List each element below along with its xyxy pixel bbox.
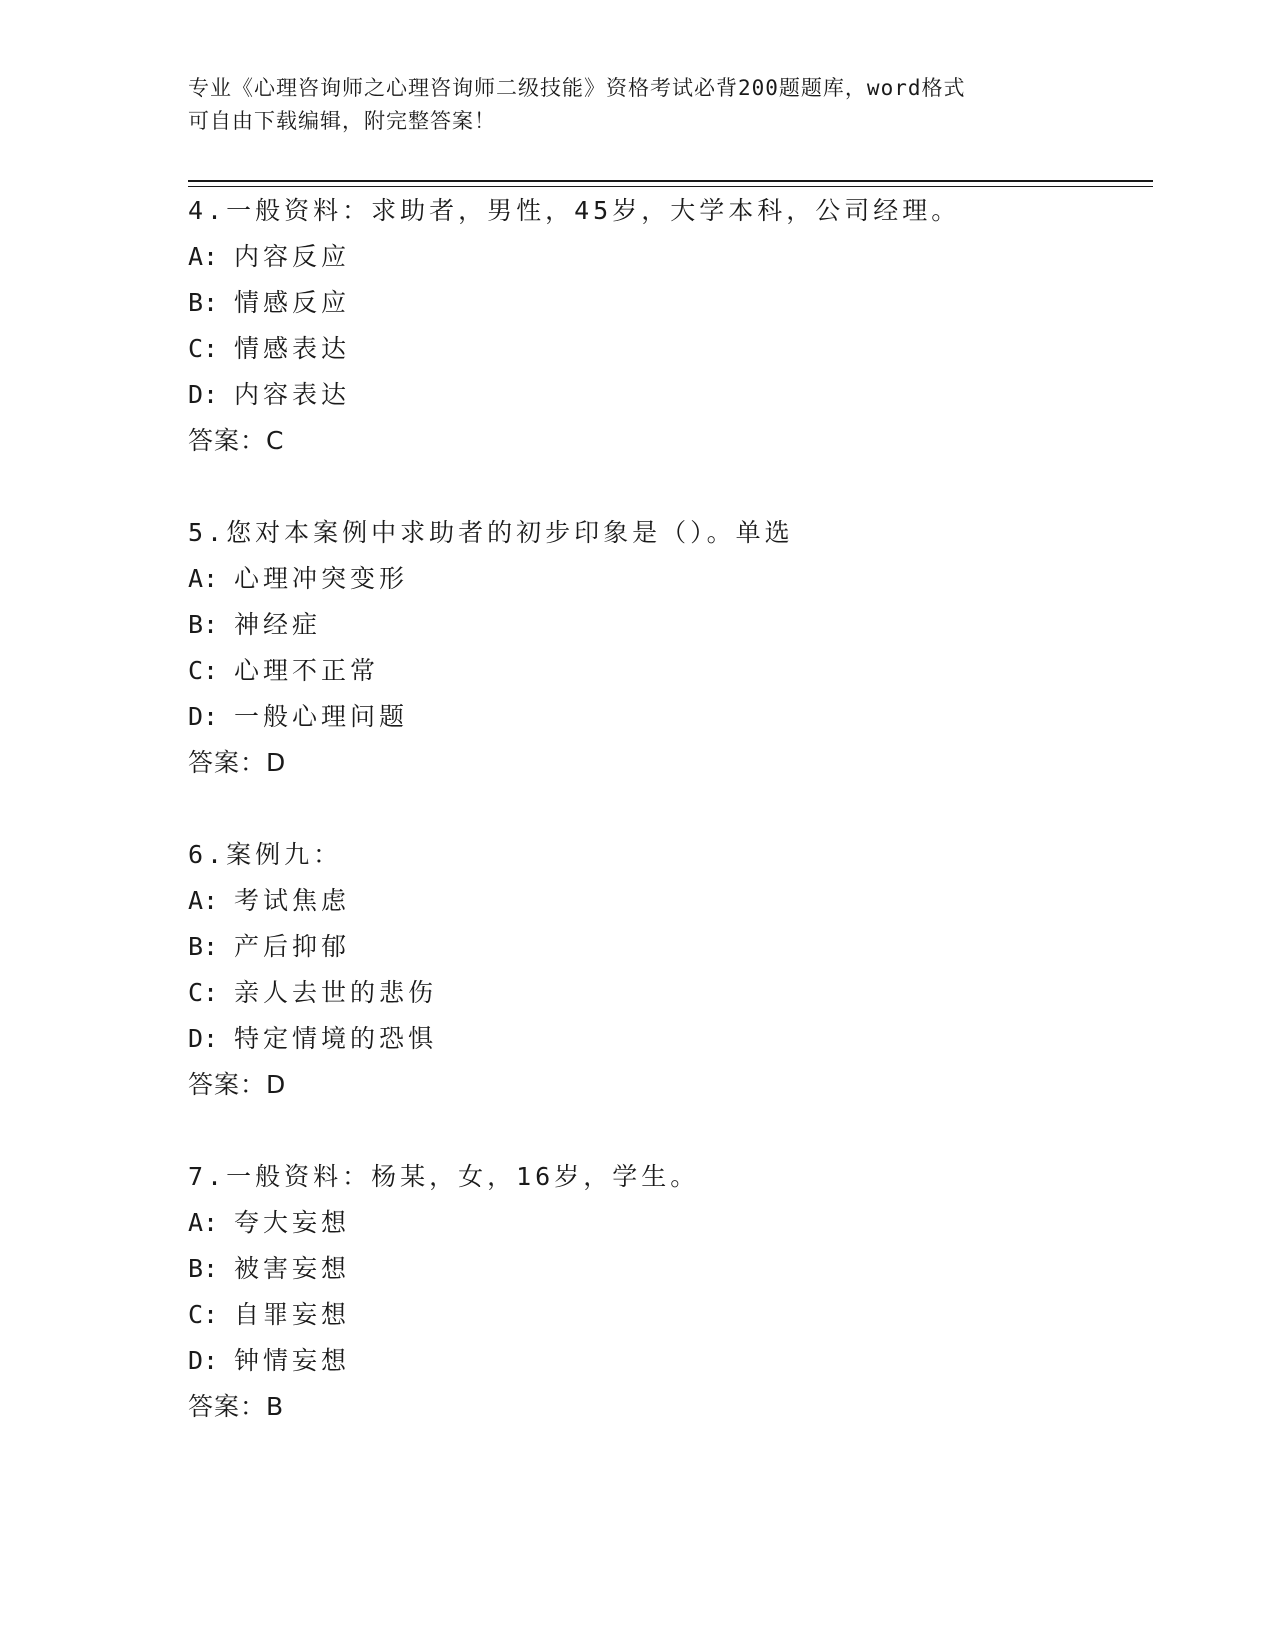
option-a bbox=[188, 234, 1148, 280]
question-stem: 6.案例九： bbox=[188, 840, 343, 869]
option-text: 考试焦虑 bbox=[234, 886, 351, 915]
option-text: 情感表达 bbox=[234, 334, 351, 363]
option-d bbox=[188, 1338, 1148, 1384]
option-a bbox=[188, 1200, 1148, 1246]
question-list bbox=[188, 188, 1148, 1476]
option-a bbox=[188, 878, 1148, 924]
option-d bbox=[188, 372, 1148, 418]
option-b bbox=[188, 602, 1148, 648]
option-a bbox=[188, 556, 1148, 602]
option-text: 一般心理问题 bbox=[234, 702, 409, 731]
option-letter: A: bbox=[188, 242, 219, 271]
question-4 bbox=[188, 188, 1148, 464]
option-letter: D: bbox=[188, 1346, 219, 1375]
header-divider bbox=[188, 180, 1153, 187]
option-text: 内容反应 bbox=[234, 242, 351, 271]
header-line-2: 可自由下载编辑，附完整答案！ bbox=[188, 109, 496, 133]
answer-line: 答案：B bbox=[188, 1392, 285, 1421]
option-letter: C: bbox=[188, 656, 219, 685]
option-b bbox=[188, 924, 1148, 970]
option-text: 神经症 bbox=[234, 610, 322, 639]
question-6 bbox=[188, 832, 1148, 1108]
option-c bbox=[188, 326, 1148, 372]
option-letter: A: bbox=[188, 564, 219, 593]
option-letter: B: bbox=[188, 288, 219, 317]
option-c bbox=[188, 1292, 1148, 1338]
option-d bbox=[188, 694, 1148, 740]
option-letter: D: bbox=[188, 1024, 219, 1053]
question-stem: 4.一般资料：求助者，男性，45岁，大学本科，公司经理。 bbox=[188, 196, 961, 225]
option-text: 夸大妄想 bbox=[234, 1208, 351, 1237]
question-7 bbox=[188, 1154, 1148, 1430]
option-text: 被害妄想 bbox=[234, 1254, 351, 1283]
option-text: 自罪妄想 bbox=[234, 1300, 351, 1329]
option-text: 亲人去世的悲伤 bbox=[234, 978, 438, 1007]
option-text: 情感反应 bbox=[234, 288, 351, 317]
option-letter: C: bbox=[188, 334, 219, 363]
option-letter: C: bbox=[188, 1300, 219, 1329]
option-text: 心理不正常 bbox=[234, 656, 380, 685]
option-letter: B: bbox=[188, 932, 219, 961]
option-text: 心理冲突变形 bbox=[234, 564, 409, 593]
option-letter: B: bbox=[188, 1254, 219, 1283]
option-d bbox=[188, 1016, 1148, 1062]
option-c bbox=[188, 648, 1148, 694]
answer-line: 答案：C bbox=[188, 426, 285, 455]
option-text: 内容表达 bbox=[234, 380, 351, 409]
question-5 bbox=[188, 510, 1148, 786]
option-letter: D: bbox=[188, 702, 219, 731]
answer-line: 答案：D bbox=[188, 748, 287, 777]
option-letter: D: bbox=[188, 380, 219, 409]
option-b bbox=[188, 280, 1148, 326]
option-text: 产后抑郁 bbox=[234, 932, 351, 961]
option-text: 特定情境的恐惧 bbox=[234, 1024, 438, 1053]
question-stem: 7.一般资料：杨某，女，16岁，学生。 bbox=[188, 1162, 700, 1191]
option-b bbox=[188, 1246, 1148, 1292]
option-letter: A: bbox=[188, 886, 219, 915]
document-header bbox=[188, 72, 1068, 138]
option-letter: B: bbox=[188, 610, 219, 639]
answer-line: 答案：D bbox=[188, 1070, 287, 1099]
option-text: 钟情妄想 bbox=[234, 1346, 351, 1375]
option-letter: A: bbox=[188, 1208, 219, 1237]
option-c bbox=[188, 970, 1148, 1016]
header-line-1: 专业《心理咨询师之心理咨询师二级技能》资格考试必背200题题库，word格式 bbox=[188, 76, 966, 100]
option-letter: C: bbox=[188, 978, 219, 1007]
question-stem: 5.您对本案例中求助者的初步印象是（）。单选 bbox=[188, 518, 794, 547]
